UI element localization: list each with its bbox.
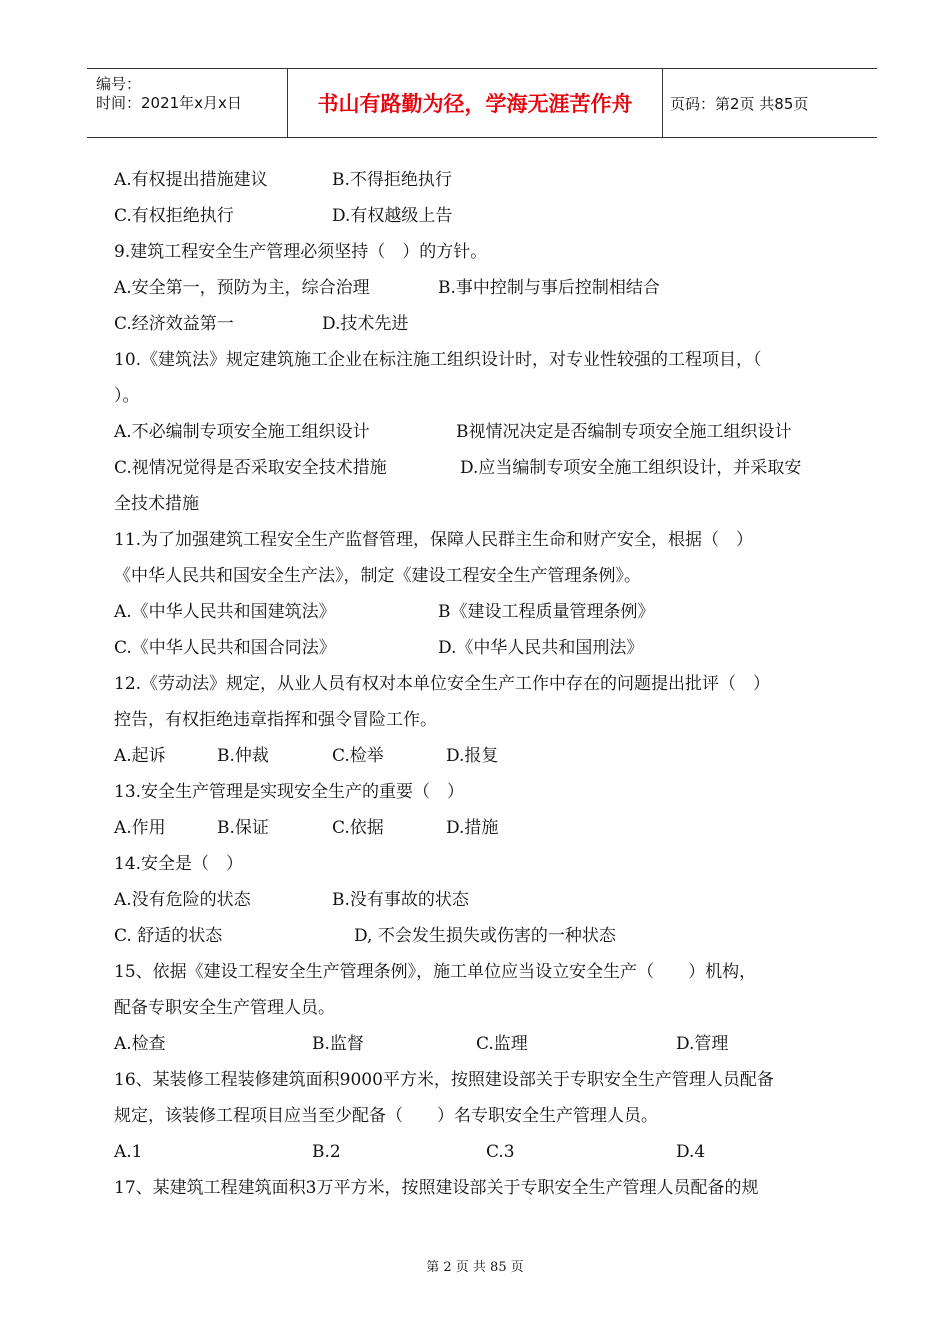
text-line: [114, 234, 854, 270]
text-line: [114, 810, 854, 846]
text-line: [114, 558, 854, 594]
text-line: [114, 990, 854, 1026]
answer-option: C.有权拒绝执行: [114, 206, 234, 226]
answer-option: C. 舒适的状态: [114, 926, 223, 946]
answer-option: A.不必编制专项安全施工组织设计: [114, 422, 370, 442]
answer-option: D.技术先进: [322, 314, 409, 334]
answer-option: B视情况决定是否编制专项安全施工组织设计: [456, 422, 792, 442]
line-text: 10.《建筑法》规定建筑施工企业在标注施工组织设计时，对专业性较强的工程项目，（: [114, 350, 762, 370]
text-line: [114, 594, 854, 630]
number-label: 编号：: [96, 75, 142, 93]
line-text: 14.安全是（ ）: [114, 854, 244, 874]
text-line: [114, 342, 854, 378]
text-line: [114, 738, 854, 774]
text-line: [114, 846, 854, 882]
answer-option: C.《中华人民共和国合同法》: [114, 638, 336, 658]
time-label: 时间：2021年x月x日: [96, 94, 242, 112]
answer-option: A.没有危险的状态: [114, 890, 251, 910]
answer-option: B《建设工程质量管理条例》: [438, 602, 655, 622]
document-body: [114, 162, 854, 1206]
page-header: [87, 68, 877, 138]
text-line: [114, 666, 854, 702]
answer-option: C.3: [486, 1142, 515, 1162]
page-footer: 第 2 页 共 85 页: [426, 1260, 524, 1275]
line-text: 《中华人民共和国安全生产法》，制定《建设工程安全生产管理条例》。: [114, 566, 641, 586]
text-line: [114, 1098, 854, 1134]
text-line: [114, 522, 854, 558]
text-line: [114, 198, 854, 234]
text-line: [114, 306, 854, 342]
answer-option: A.起诉: [114, 746, 166, 766]
text-line: [114, 882, 854, 918]
line-text: 11.为了加强建筑工程安全生产监督管理，保障人民群主生命和财产安全，根据（ ）: [114, 530, 754, 550]
answer-option: B.保证: [217, 818, 269, 838]
text-line: [114, 414, 854, 450]
answer-option: B.仲裁: [217, 746, 269, 766]
text-line: [114, 630, 854, 666]
answer-option: D.《中华人民共和国刑法》: [438, 638, 644, 658]
text-line: [114, 918, 854, 954]
line-text: 全技术措施: [114, 494, 199, 514]
answer-option: D, 不会发生损失或伤害的一种状态: [354, 926, 616, 946]
answer-option: C.经济效益第一: [114, 314, 234, 334]
line-text: 9.建筑工程安全生产管理必须坚持（ ）的方针。: [114, 242, 488, 262]
line-text: 12.《劳动法》规定，从业人员有权对本单位安全生产工作中存在的问题提出批评（ ）: [114, 674, 771, 694]
answer-option: B.事中控制与事后控制相结合: [438, 278, 660, 298]
answer-option: D.管理: [676, 1034, 729, 1054]
answer-option: D.措施: [446, 818, 499, 838]
text-line: [114, 1134, 854, 1170]
answer-option: B.不得拒绝执行: [332, 170, 452, 190]
answer-option: C.视情况觉得是否采取安全技术措施: [114, 458, 387, 478]
text-line: [114, 486, 854, 522]
header-motto: 书山有路勤为径，学海无涯苦作舟: [287, 69, 663, 137]
answer-option: B.监督: [312, 1034, 364, 1054]
line-text: 控告，有权拒绝违章指挥和强令冒险工作。: [114, 710, 437, 730]
answer-option: D.4: [676, 1142, 706, 1162]
line-text: 17、某建筑工程建筑面积3万平方米，按照建设部关于专职安全生产管理人员配备的规: [114, 1178, 759, 1198]
text-line: [114, 954, 854, 990]
answer-option: A.作用: [114, 818, 166, 838]
line-text: 配备专职安全生产管理人员。: [114, 998, 335, 1018]
answer-option: B.没有事故的状态: [332, 890, 469, 910]
text-line: [114, 1062, 854, 1098]
text-line: [114, 162, 854, 198]
answer-option: A.有权提出措施建议: [114, 170, 268, 190]
text-line: [114, 1026, 854, 1062]
answer-option: D.报复: [446, 746, 499, 766]
answer-option: A.检查: [114, 1034, 166, 1054]
text-line: [114, 270, 854, 306]
answer-option: D.应当编制专项安全施工组织设计，并采取安: [460, 458, 802, 478]
header-page-label: 页码：第2页 共85页: [670, 94, 809, 113]
line-text: 规定，该装修工程项目应当至少配备（ ）名专职安全生产管理人员。: [114, 1106, 658, 1126]
text-line: [114, 378, 854, 414]
answer-option: C.检举: [332, 746, 384, 766]
answer-option: C.监理: [476, 1034, 528, 1054]
text-line: [114, 774, 854, 810]
text-line: [114, 450, 854, 486]
line-text: ）。: [114, 386, 140, 406]
line-text: 15、依据《建设工程安全生产管理条例》，施工单位应当设立安全生产（ ）机构，: [114, 962, 757, 982]
answer-option: A.《中华人民共和国建筑法》: [114, 602, 336, 622]
answer-option: A.1: [114, 1142, 143, 1162]
text-line: [114, 702, 854, 738]
answer-option: B.2: [312, 1142, 341, 1162]
answer-option: D.有权越级上告: [332, 206, 453, 226]
answer-option: A.安全第一，预防为主，综合治理: [114, 278, 370, 298]
answer-option: C.依据: [332, 818, 384, 838]
text-line: [114, 1170, 854, 1206]
line-text: 16、某装修工程装修建筑面积9000平方米，按照建设部关于专职安全生产管理人员配备: [114, 1070, 774, 1090]
line-text: 13.安全生产管理是实现安全生产的重要（ ）: [114, 782, 465, 802]
header-meta: [87, 69, 287, 137]
